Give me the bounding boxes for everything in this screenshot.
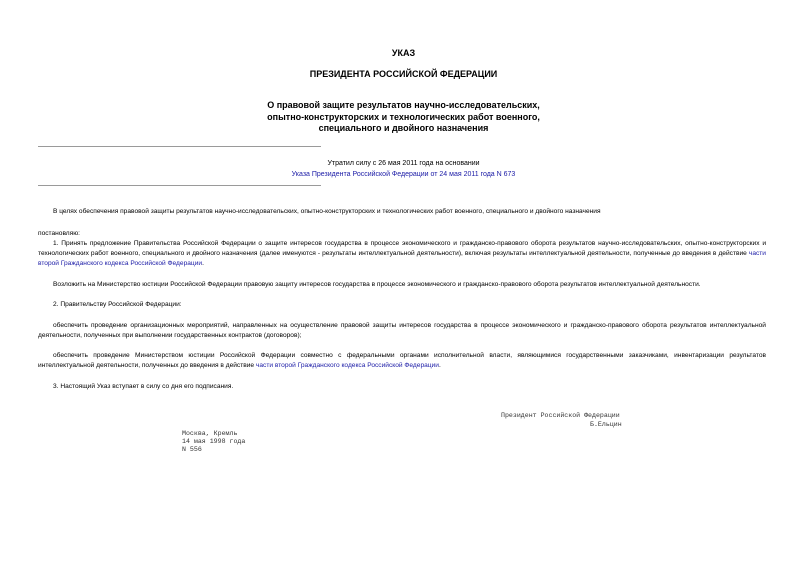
resolve-line: постановляю: bbox=[38, 230, 81, 237]
item-1-text: 1. Принять предложение Правительства Российской Федерации о защите интересов государства в процессе экономического и гражданско-правового оборота результатов научно-исследовательских, опытно-конструкторских и технологических работ военного, специального и двойного назначения (далее именуются - результаты интеллектуальной деятельности), включая результаты интеллектуальной деятельности, полученные до введения в действие bbox=[38, 240, 766, 257]
divider-top bbox=[38, 146, 321, 147]
basis-decree-link[interactable]: Указа Президента Российской Федерации от 24 мая 2011 года N 673 bbox=[291, 171, 516, 178]
item-1-paragraph bbox=[38, 239, 766, 269]
signatory-name: Б.Ельцин bbox=[590, 421, 622, 428]
signing-place: Москва, Кремль bbox=[182, 430, 238, 437]
divider-bottom bbox=[38, 185, 321, 186]
item-3-paragraph: 3. Настоящий Указ вступает в силу со дня его подписания. bbox=[53, 383, 234, 390]
ministry-paragraph: Возложить на Министерство юстиции Российской Федерации правовую защиту интересов государства в процессе экономического и гражданско-правового оборота результатов интеллектуальной деятельности. bbox=[53, 281, 701, 288]
item-2b-text: обеспечить проведение Министерством юстиции Российской Федерации совместно с федеральными органами исполнительной власти, являющимися государственными заказчиками, инвентаризации результатов интеллектуальной деятельности, полученных до введения в действие bbox=[38, 352, 766, 369]
lost-force-note: Утратил силу с 26 мая 2011 года на основании bbox=[327, 160, 480, 167]
decree-subject-line: опытно-конструкторских и технологических работ военного, bbox=[267, 111, 540, 122]
signing-date: 14 мая 1998 года bbox=[182, 438, 246, 445]
intro-paragraph: В целях обеспечения правовой защиты результатов научно-исследовательских, опытно-конструкторских и технологических работ военного, специального и двойного назначения bbox=[53, 208, 601, 215]
civil-code-link[interactable]: части второй Гражданского кодекса Российской Федерации bbox=[255, 362, 439, 369]
decree-subject-line: специального и двойного назначения bbox=[318, 123, 489, 133]
decree-number: N 556 bbox=[182, 446, 202, 453]
item-2a-paragraph: обеспечить проведение организационных мероприятий, направленных на осуществление правовой защиты интересов государства в процессе экономического и гражданско-правового оборота результатов интеллектуальной деятельности, полученных при выполнении государственных контрактов (договоров); bbox=[38, 322, 766, 339]
decree-subject-line: О правовой защите результатов научно-исследовательских, bbox=[267, 100, 540, 110]
item-1-end: . bbox=[202, 260, 204, 267]
civil-code-link[interactable]: части второй Гражданского кодекса Российской Федерации bbox=[38, 250, 766, 267]
decree-issuer: ПРЕЗИДЕНТА РОССИЙСКОЙ ФЕДЕРАЦИИ bbox=[309, 69, 498, 79]
signatory-title: Президент Российской Федерации bbox=[501, 412, 620, 419]
item-2b-paragraph bbox=[38, 351, 766, 371]
item-2b-end: . bbox=[438, 362, 441, 369]
decree-subject bbox=[0, 100, 807, 135]
item-2-paragraph: 2. Правительству Российской Федерации: bbox=[53, 301, 182, 308]
decree-heading: УКАЗ bbox=[391, 48, 416, 58]
